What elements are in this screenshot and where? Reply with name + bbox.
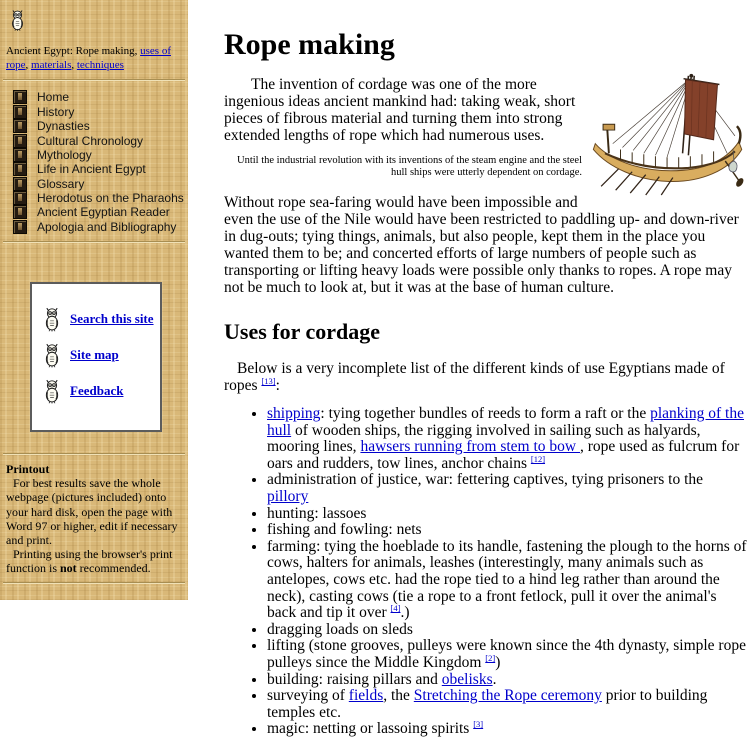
sidebar-item-label: Apologia and Bibliography bbox=[37, 219, 177, 234]
hieroglyph-icon bbox=[13, 105, 27, 119]
inline-link[interactable]: Stretching the Rope ceremony bbox=[413, 687, 602, 705]
hieroglyph-icon bbox=[13, 119, 27, 133]
sidebar-item-label: Ancient Egyptian Reader bbox=[37, 205, 170, 220]
sidebar-item-cultural-chronology[interactable] bbox=[13, 133, 188, 147]
footnote-link[interactable]: [2] bbox=[485, 652, 496, 663]
hieroglyph-icon bbox=[13, 220, 27, 234]
sidebar bbox=[0, 0, 188, 600]
printout-note bbox=[6, 462, 181, 575]
inline-link[interactable]: uses of rope bbox=[6, 45, 171, 72]
list-item: • farming: tying the hoeblade to its handle, fastening the plough to the horns of cows, halters for animals, leashes (interestingly, many animals such as antelopes, cows etc. had the rope tied to a hind leg rather than around the neck), casting cows (tie a rope to a front fetlock, pull it over the animal's back and tip it over [4].) bbox=[267, 539, 748, 622]
hieroglyph-icon bbox=[13, 148, 27, 162]
footnote-link[interactable]: [4] bbox=[390, 602, 401, 613]
sidebar-item-apologia[interactable] bbox=[13, 220, 188, 234]
footnote-ref bbox=[531, 454, 545, 464]
inline-link[interactable]: fields bbox=[348, 687, 384, 705]
hieroglyph-icon bbox=[13, 191, 27, 205]
main-content bbox=[188, 0, 756, 738]
divider bbox=[3, 241, 185, 243]
list-item: • fishing and fowling: nets bbox=[267, 522, 748, 539]
divider bbox=[3, 582, 185, 584]
list-intro: Below is a very incomplete list of the different kinds of use Egyptians made of ropes [13]: bbox=[224, 360, 725, 394]
printout-paragraph: For best results save the whole webpage (pictures included) onto your hard disk, open the page with Word 97 or higher, edit if necessary and print. bbox=[6, 476, 178, 547]
body-paragraph: Without rope sea-faring would have been impossible and even the use of the Nile would have been restricted to paddling up- and down-river in dug-outs; tying things, animals, but also people, kept them in the place you wanted them to be; and concerted efforts of large numbers of people such as transporting or lifting heavy loads were possible only thanks to ropes. A rope may not be much to look at, but it was at the base of human culture. bbox=[224, 194, 739, 296]
inline-link[interactable]: techniques bbox=[76, 59, 124, 72]
sidebar-item-herodotus[interactable] bbox=[13, 191, 188, 205]
egyptian-ship-illustration bbox=[590, 68, 748, 196]
list-item: • building: raising pillars and obelisks. bbox=[267, 672, 748, 689]
list-item: • shipping: tying together bundles of reeds to form a raft or the planking of the hull of wooden ships, the rigging involved in sailing such as halyards, mooring lines, hawsers running from stem to bow , rope used as fulcrum for oars and rudders, tow lines, anchor chains [12] bbox=[267, 406, 748, 472]
footnote-ref bbox=[261, 376, 275, 386]
hieroglyph-icon bbox=[13, 177, 27, 191]
ship-image bbox=[590, 68, 748, 196]
inline-link[interactable]: shipping bbox=[267, 405, 321, 422]
owl-icon bbox=[42, 342, 62, 368]
list-item: • administration of justice, war: fettering captives, tying prisoners to the pillory bbox=[267, 472, 748, 505]
feedback-row bbox=[42, 378, 154, 404]
sidebar-item-dynasties[interactable] bbox=[13, 119, 188, 133]
sidebar-item-label: Cultural Chronology bbox=[37, 133, 144, 148]
footnote-link[interactable]: [3] bbox=[473, 719, 484, 730]
hieroglyph-icon bbox=[13, 205, 27, 219]
divider bbox=[3, 453, 185, 455]
sidebar-item-label: Dynasties bbox=[37, 119, 90, 134]
sidebar-item-label: History bbox=[37, 104, 75, 119]
inline-link[interactable]: planking of the hull bbox=[267, 405, 744, 439]
sidebar-item-mythology[interactable] bbox=[13, 148, 188, 162]
sidebar-item-label: Home bbox=[37, 90, 70, 105]
bold-text: not bbox=[60, 561, 77, 576]
page-title: Rope making bbox=[224, 28, 395, 61]
list-item: • lifting (stone grooves, pulleys were known since the 4th dynasty, simple rope pulleys since the Middle Kingdom [2]) bbox=[267, 638, 748, 671]
sidebar-item-life-in-ancient-egypt[interactable] bbox=[13, 162, 188, 176]
footnote-ref bbox=[473, 719, 483, 729]
search-this-site-link[interactable]: Search this site bbox=[70, 311, 154, 327]
sidebar-item-label: Herodotus on the Pharaohs bbox=[37, 191, 184, 206]
owl-icon bbox=[42, 378, 62, 404]
list-item: • hunting: lassoes bbox=[267, 506, 748, 523]
inline-link[interactable]: materials bbox=[31, 59, 72, 72]
list-item: • surveying of fields, the Stretching the Rope ceremony prior to building temples etc. bbox=[267, 688, 748, 721]
footnote-link[interactable]: [13] bbox=[261, 375, 276, 386]
search-this-site-row bbox=[42, 306, 154, 332]
inline-link[interactable]: pillory bbox=[267, 487, 309, 505]
breadcrumb: Ancient Egypt: Rope making, uses of rope, materials, techniques bbox=[6, 45, 171, 72]
feedback-link[interactable]: Feedback bbox=[70, 383, 124, 399]
list-item: • magic: netting or lassoing spirits [3] bbox=[267, 721, 748, 738]
divider bbox=[3, 79, 185, 81]
hieroglyph-icon bbox=[13, 162, 27, 176]
uses-list bbox=[224, 406, 748, 738]
sidebar-item-glossary[interactable] bbox=[13, 177, 188, 191]
hieroglyph-icon bbox=[13, 90, 27, 104]
site-tools-box bbox=[30, 282, 162, 432]
hieroglyph-icon bbox=[13, 134, 27, 148]
sidebar-item-home[interactable] bbox=[13, 90, 188, 104]
site-map-link[interactable]: Site map bbox=[70, 347, 119, 363]
section-heading: Uses for cordage bbox=[224, 319, 380, 344]
inline-link[interactable]: hawsers running from stem to bow bbox=[360, 438, 580, 456]
list-item: • dragging loads on sleds bbox=[267, 622, 748, 639]
sidebar-nav bbox=[0, 88, 188, 234]
inline-link[interactable]: obelisks bbox=[441, 670, 493, 688]
site-map-row bbox=[42, 342, 154, 368]
printout-title: Printout bbox=[6, 462, 50, 477]
owl-hieroglyph-icon bbox=[9, 6, 26, 34]
footnote-link[interactable]: [12] bbox=[530, 453, 546, 464]
sidebar-item-label: Life in Ancient Egypt bbox=[37, 162, 146, 177]
owl-icon bbox=[42, 306, 62, 332]
sidebar-item-reader[interactable] bbox=[13, 205, 188, 219]
footnote-ref bbox=[391, 603, 401, 613]
sidebar-item-label: Mythology bbox=[37, 147, 92, 162]
sidebar-item-history[interactable] bbox=[13, 105, 188, 119]
intro-paragraph: The invention of cordage was one of the more ingenious ideas ancient mankind had: taking weak, short pieces of fibrous material and turning them into strong extended lengths of rope which had numerous uses. bbox=[224, 76, 576, 144]
ship-caption: Until the industrial revolution with its inventions of the steam engine and the steel hull ships were utterly dependent on cordage. bbox=[237, 155, 582, 178]
footnote-ref bbox=[485, 653, 495, 663]
sidebar-item-label: Glossary bbox=[37, 176, 85, 191]
printout-paragraph: Printing using the browser's print function is not recommended. bbox=[6, 547, 173, 576]
